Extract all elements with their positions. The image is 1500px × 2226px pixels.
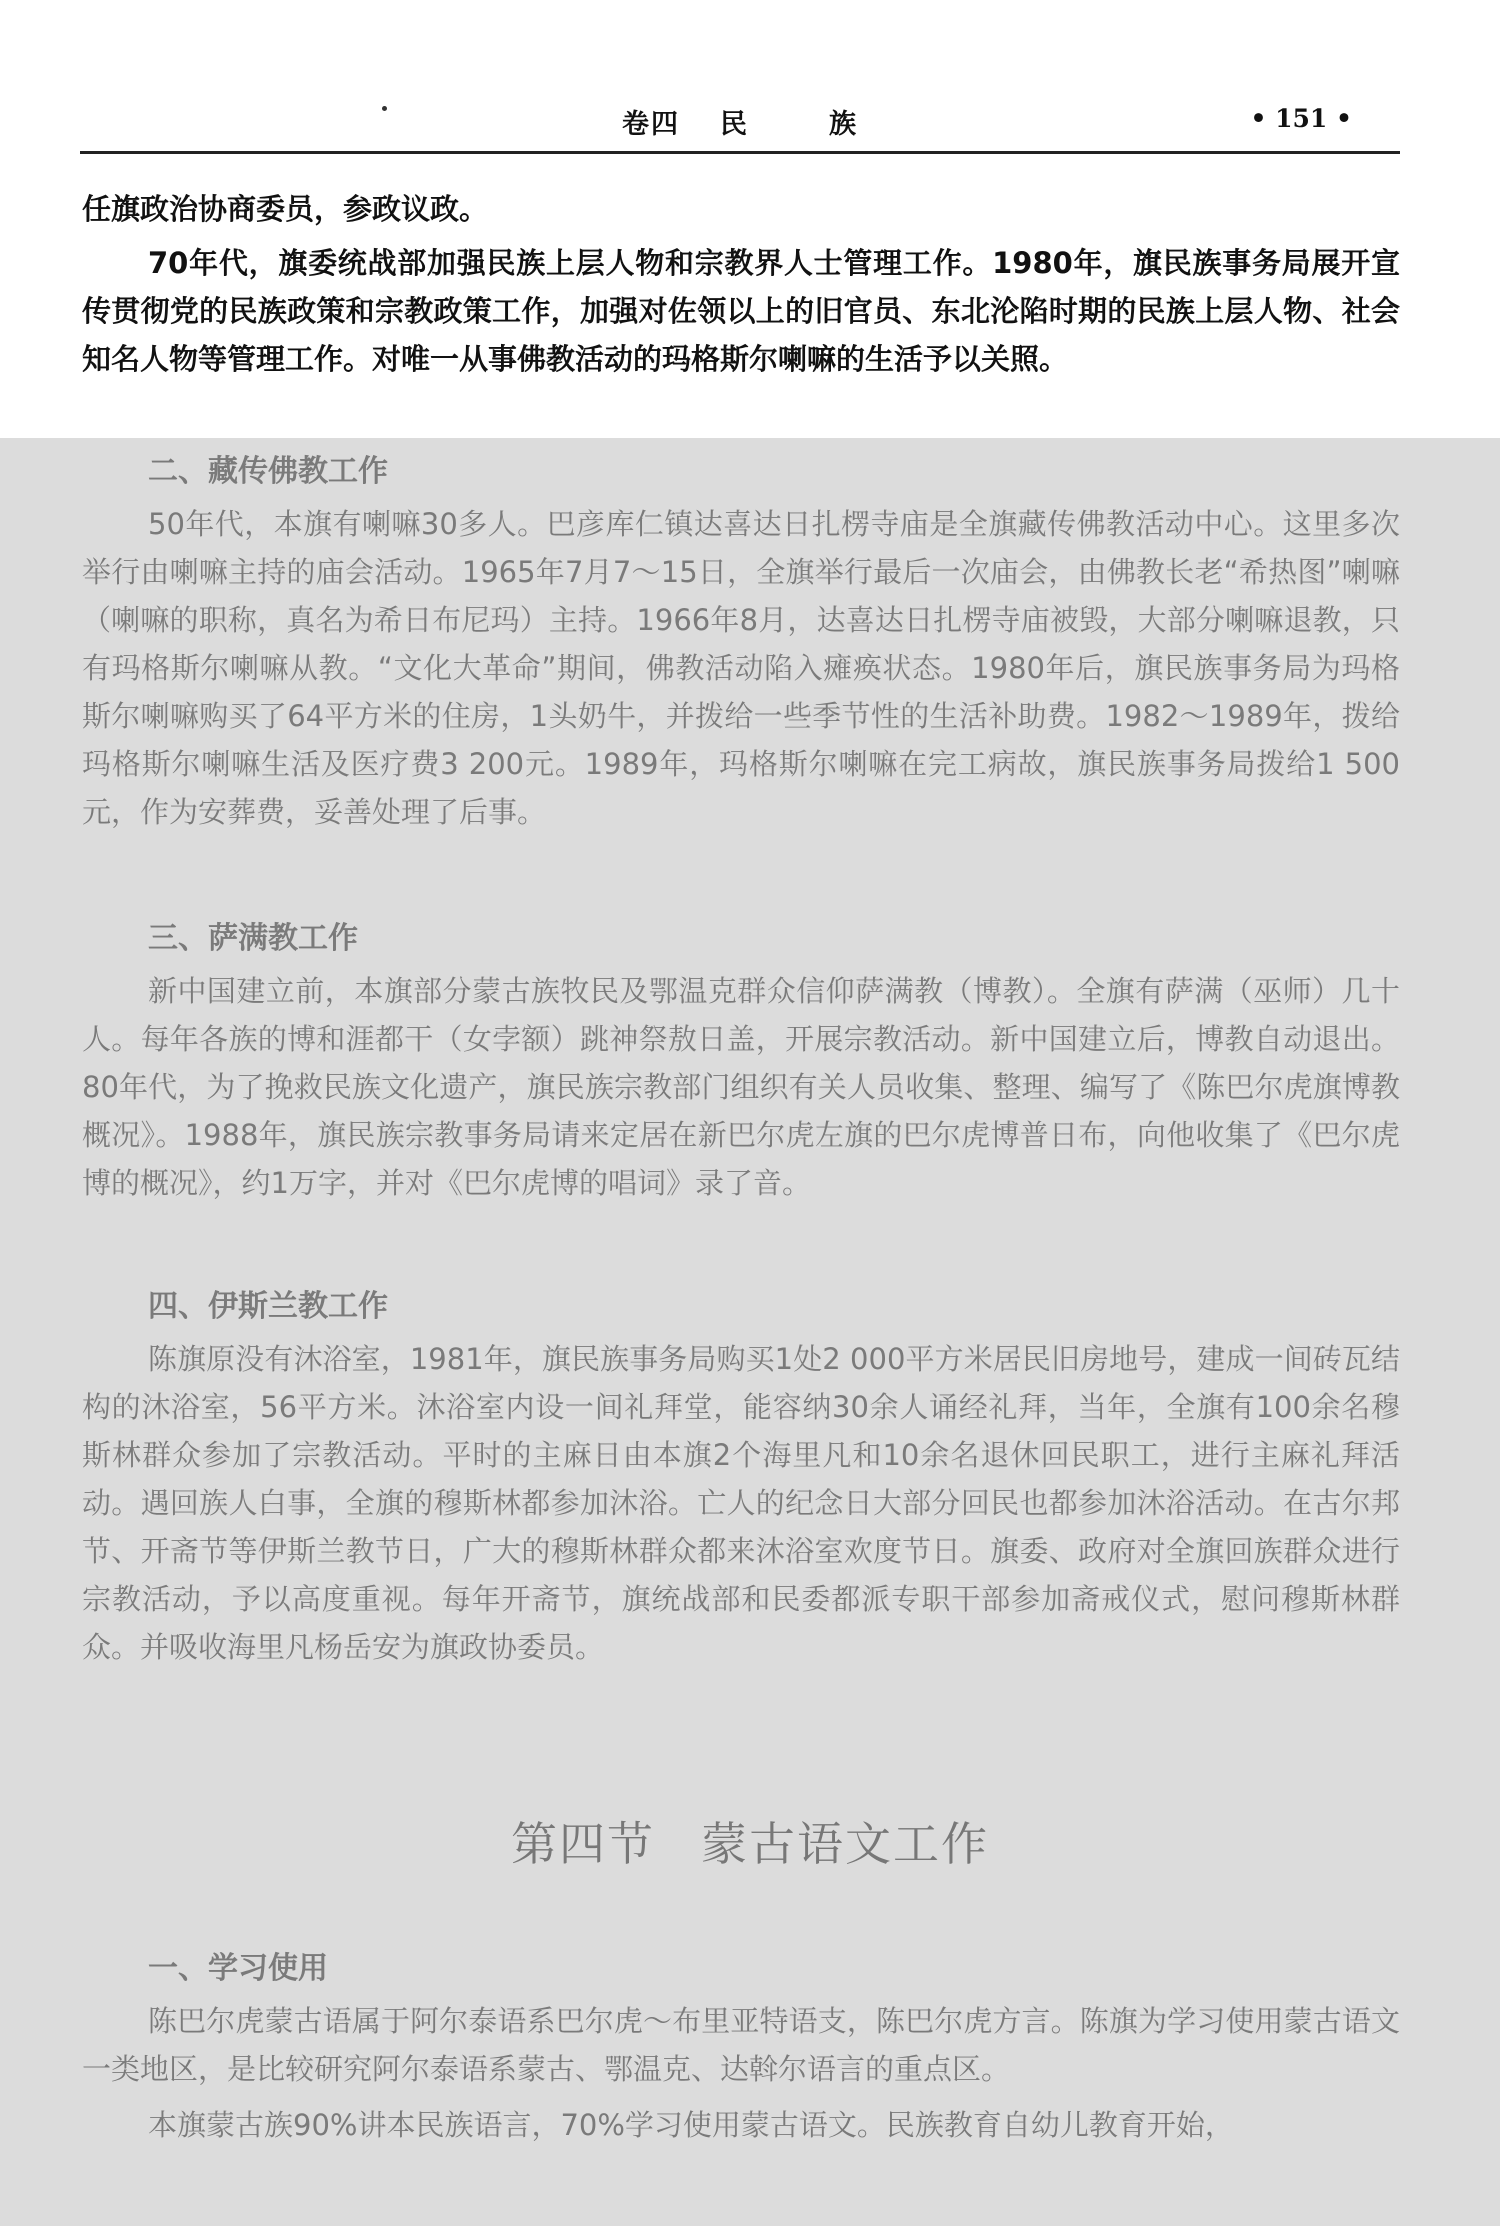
top-paragraph-2: 70年代，旗委统战部加强民族上层人物和宗教界人士管理工作。1980年，旗民族事务局展开宣传贯彻党的民族政策和宗教政策工作，加强对佐领以上的旧官员、东北沦陷时期的民族上层人物、社会知名人物等管理工作。对唯一从事佛教活动的玛格斯尔喇嘛的生活予以关照。: [82, 246, 1400, 376]
section-tibetan-buddhism: [82, 448, 1400, 836]
header-title: [80, 102, 1400, 141]
section-shamanism: [82, 915, 1400, 1207]
page-number: • 151 •: [1250, 104, 1352, 133]
header-title-part3: 族: [829, 109, 858, 140]
section-heading: 四、伊斯兰教工作: [148, 1289, 388, 1324]
chapter-title-part2: 蒙古语文工作: [701, 1817, 989, 1871]
section-islam: [82, 1283, 1400, 1671]
section-paragraph: 陈旗原没有沐浴室，1981年，旗民族事务局购买1处2 000平方米居民旧房地号，建成一间砖瓦结构的沐浴室，56平方米。沐浴室内设一间礼拜堂，能容纳30余人诵经礼拜，当年，全旗有100余名穆斯林群众参加了宗教活动。平时的主麻日由本旗2个海里凡和10余名退休回民职工，进行主麻礼拜活动。遇回族人白事，全旗的穆斯林都参加沐浴。亡人的纪念日大部分回民也都参加沐浴活动。在古尔邦节、开斋节等伊斯兰教节日，广大的穆斯林群众都来沐浴室欢度节日。旗委、政府对全旗回族群众进行宗教活动，予以高度重视。每年开斋节，旗统战部和民委都派专职干部参加斋戒仪式，慰问穆斯林群众。并吸收海里凡杨岳安为旗政协委员。: [82, 1342, 1400, 1664]
header-title-part1: 卷四: [622, 109, 680, 140]
header-title-part2: 民: [720, 109, 749, 140]
section-heading: 二、藏传佛教工作: [148, 454, 388, 489]
section-paragraph: 新中国建立前，本旗部分蒙古族牧民及鄂温克群众信仰萨满教（博教）。全旗有萨满（巫师）几十人。每年各族的博和涯都干（女孛额）跳神祭敖日盖，开展宗教活动。新中国建立后，博教自动退出。80年代，为了挽救民族文化遗产，旗民族宗教部门组织有关人员收集、整理、编写了《陈巴尔虎旗博教概况》。1988年，旗民族宗教事务局请来定居在新巴尔虎左旗的巴尔虎博普日布，向他收集了《巴尔虎博的概况》，约1万字，并对《巴尔虎博的唱词》录了音。: [82, 974, 1400, 1200]
section-paragraph: 本旗蒙古族90%讲本民族语言，70%学习使用蒙古语文。民族教育自幼儿教育开始，: [148, 2108, 1234, 2142]
section-paragraph: 陈巴尔虎蒙古语属于阿尔泰语系巴尔虎～布里亚特语支，陈巴尔虎方言。陈旗为学习使用蒙古语文一类地区，是比较研究阿尔泰语系蒙古、鄂温克、达斡尔语言的重点区。: [82, 2004, 1400, 2086]
section-heading: 三、萨满教工作: [148, 921, 358, 956]
section-study-use: [82, 1945, 1400, 2149]
chapter-title: [0, 1808, 1500, 1874]
top-paragraph-1: 任旗政治协商委员，参政议政。: [82, 192, 489, 226]
section-paragraph: 50年代，本旗有喇嘛30多人。巴彦库仁镇达喜达日扎楞寺庙是全旗藏传佛教活动中心。这里多次举行由喇嘛主持的庙会活动。1965年7月7～15日，全旗举行最后一次庙会，由佛教长老“希热图”喇嘛（喇嘛的职称，真名为希日布尼玛）主持。1966年8月，达喜达日扎楞寺庙被毁，大部分喇嘛退教，只有玛格斯尔喇嘛从教。“文化大革命”期间，佛教活动陷入瘫痪状态。1980年后，旗民族事务局为玛格斯尔喇嘛购买了64平方米的住房，1头奶牛，并拨给一些季节性的生活补助费。1982～1989年，拨给玛格斯尔喇嘛生活及医疗费3 200元。1989年，玛格斯尔喇嘛在完工病故，旗民族事务局拨给1 500元，作为安葬费，妥善处理了后事。: [82, 507, 1400, 829]
top-text: [82, 185, 1400, 383]
chapter-title-part1: 第四节: [511, 1817, 655, 1871]
header-rule: [80, 151, 1400, 154]
running-header: [80, 100, 1400, 150]
section-heading: 一、学习使用: [148, 1951, 328, 1986]
